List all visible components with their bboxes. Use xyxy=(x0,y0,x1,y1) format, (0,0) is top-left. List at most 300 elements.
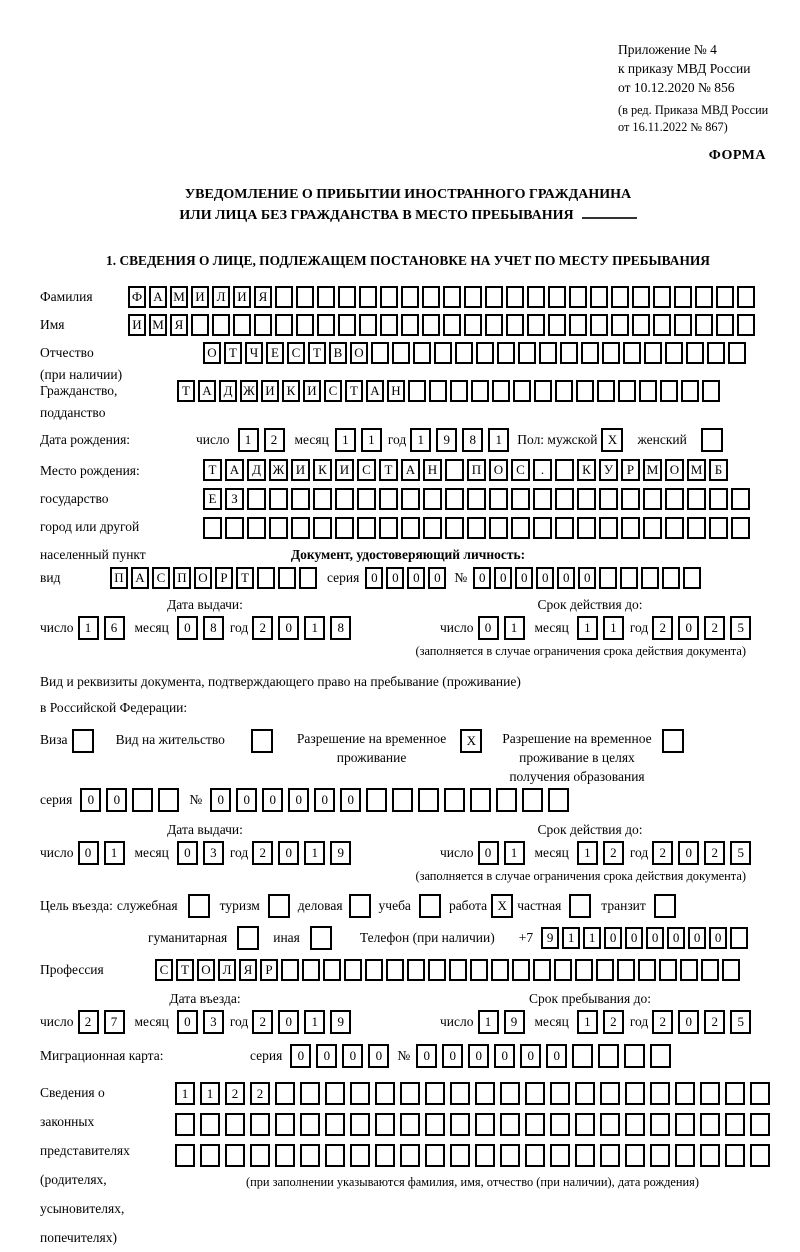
purpose-humanitarian-checkbox[interactable] xyxy=(237,926,259,950)
entry-day-boxes-cell-2[interactable]: 7 xyxy=(104,1010,125,1034)
citizenship-boxes-cell-4[interactable]: Ж xyxy=(240,380,258,402)
visa-checkbox[interactable] xyxy=(72,729,94,753)
birthplace-row1-boxes-cell-8[interactable]: С xyxy=(357,459,376,481)
birthplace-row3-boxes-cell-5[interactable] xyxy=(291,517,310,539)
phone-boxes-cell-5[interactable]: 0 xyxy=(625,927,643,949)
birthplace-row3-boxes-cell-10[interactable] xyxy=(401,517,420,539)
patronymic-boxes-cell-22[interactable] xyxy=(644,342,662,364)
patronymic-boxes-cell-16[interactable] xyxy=(518,342,536,364)
representatives-row1-boxes-cell-23[interactable] xyxy=(725,1082,745,1105)
given-name-boxes-cell-13[interactable] xyxy=(380,314,398,336)
stay-doc-number-boxes-cell-3[interactable]: 0 xyxy=(262,788,283,812)
doc-type-boxes[interactable] xyxy=(110,567,317,589)
stay-doc-series-boxes-cell-1[interactable]: 0 xyxy=(80,788,101,812)
stay-until-month-boxes-cell-2[interactable]: 2 xyxy=(603,1010,624,1034)
purpose-tourism-checkbox[interactable] xyxy=(268,894,290,918)
birthplace-row2-boxes-cell-18[interactable] xyxy=(577,488,596,510)
doc-series-boxes-cell-1[interactable]: 0 xyxy=(365,567,383,589)
migration-card-number-boxes-cell-9[interactable] xyxy=(624,1044,645,1068)
purpose-work-checkbox[interactable] xyxy=(491,894,513,918)
stay-until-year-boxes-cell-3[interactable]: 2 xyxy=(704,1010,725,1034)
doc-type-boxes-cell-8[interactable] xyxy=(257,567,275,589)
phone-boxes-cell-4[interactable]: 0 xyxy=(604,927,622,949)
stay-issue-day-boxes-cell-1[interactable]: 0 xyxy=(78,841,99,865)
representatives-row2-boxes-cell-19[interactable] xyxy=(625,1113,645,1136)
representatives-row1-boxes-cell-8[interactable] xyxy=(350,1082,370,1105)
given-name-boxes-cell-22[interactable] xyxy=(569,314,587,336)
birthplace-row3-boxes-cell-19[interactable] xyxy=(599,517,618,539)
patronymic-boxes-cell-8[interactable]: О xyxy=(350,342,368,364)
id-valid-day-boxes-cell-1[interactable]: 0 xyxy=(478,616,499,640)
entry-year-boxes-cell-3[interactable]: 1 xyxy=(304,1010,325,1034)
id-issue-year-boxes[interactable] xyxy=(252,616,351,640)
given-name-boxes-cell-20[interactable] xyxy=(527,314,545,336)
id-issue-year-boxes-cell-2[interactable]: 0 xyxy=(278,616,299,640)
profession-boxes[interactable] xyxy=(155,959,740,981)
birth-day-boxes[interactable] xyxy=(238,428,285,452)
birthplace-row1-boxes-cell-21[interactable]: М xyxy=(643,459,662,481)
profession-boxes-cell-11[interactable] xyxy=(365,959,383,981)
citizenship-boxes-cell-2[interactable]: А xyxy=(198,380,216,402)
entry-year-boxes-cell-2[interactable]: 0 xyxy=(278,1010,299,1034)
birthplace-row3-boxes-cell-9[interactable] xyxy=(379,517,398,539)
stay-valid-month-boxes-cell-2[interactable]: 2 xyxy=(603,841,624,865)
representatives-row2-boxes-cell-5[interactable] xyxy=(275,1113,295,1136)
surname-boxes-cell-23[interactable] xyxy=(590,286,608,308)
purpose-other-checkbox[interactable] xyxy=(310,926,332,950)
surname-boxes-cell-8[interactable] xyxy=(275,286,293,308)
representatives-row1-boxes-cell-21[interactable] xyxy=(675,1082,695,1105)
purpose-official-checkbox[interactable] xyxy=(188,894,210,918)
birth-year-boxes-cell-2[interactable]: 9 xyxy=(436,428,457,452)
sex-female-checkbox[interactable] xyxy=(701,428,723,452)
stay-doc-number-boxes-cell-11[interactable] xyxy=(470,788,491,812)
representatives-row2-boxes-cell-22[interactable] xyxy=(700,1113,720,1136)
doc-series-boxes-cell-2[interactable]: 0 xyxy=(386,567,404,589)
representatives-row3-boxes-cell-21[interactable] xyxy=(675,1144,695,1167)
surname-boxes-cell-11[interactable] xyxy=(338,286,356,308)
migration-card-number-boxes-cell-6[interactable]: 0 xyxy=(546,1044,567,1068)
stay-until-month-boxes[interactable] xyxy=(577,1010,624,1034)
citizenship-boxes-cell-23[interactable] xyxy=(639,380,657,402)
profession-boxes-cell-10[interactable] xyxy=(344,959,362,981)
profession-boxes-cell-2[interactable]: Т xyxy=(176,959,194,981)
citizenship-boxes-cell-16[interactable] xyxy=(492,380,510,402)
birthplace-row1-boxes-cell-17[interactable] xyxy=(555,459,574,481)
stay-valid-day-boxes-cell-1[interactable]: 0 xyxy=(478,841,499,865)
migration-card-number-boxes-cell-10[interactable] xyxy=(650,1044,671,1068)
representatives-row2-boxes-cell-15[interactable] xyxy=(525,1113,545,1136)
representatives-row3-boxes-cell-16[interactable] xyxy=(550,1144,570,1167)
representatives-row1-boxes-cell-24[interactable] xyxy=(750,1082,770,1105)
citizenship-boxes-cell-11[interactable]: Н xyxy=(387,380,405,402)
birthplace-row2-boxes-cell-22[interactable] xyxy=(665,488,684,510)
doc-number-boxes-cell-11[interactable] xyxy=(683,567,701,589)
representatives-row3-boxes-cell-8[interactable] xyxy=(350,1144,370,1167)
phone-boxes-cell-8[interactable]: 0 xyxy=(688,927,706,949)
birthplace-row2-boxes-cell-7[interactable] xyxy=(335,488,354,510)
birthplace-row1-boxes-cell-24[interactable]: Б xyxy=(709,459,728,481)
rvp-checkbox-cell-1[interactable]: X xyxy=(460,729,482,753)
birthplace-row2-boxes-cell-23[interactable] xyxy=(687,488,706,510)
birthplace-row3-boxes-cell-17[interactable] xyxy=(555,517,574,539)
entry-month-boxes-cell-2[interactable]: 3 xyxy=(203,1010,224,1034)
stay-valid-year-boxes-cell-4[interactable]: 5 xyxy=(730,841,751,865)
purpose-work-checkbox-cell-1[interactable]: X xyxy=(491,894,513,918)
id-issue-day-boxes-cell-1[interactable]: 1 xyxy=(78,616,99,640)
patronymic-boxes-cell-2[interactable]: Т xyxy=(224,342,242,364)
birthplace-row1-boxes-cell-18[interactable]: К xyxy=(577,459,596,481)
stay-doc-number-boxes-cell-4[interactable]: 0 xyxy=(288,788,309,812)
profession-boxes-cell-19[interactable] xyxy=(533,959,551,981)
phone-boxes-cell-1[interactable]: 9 xyxy=(541,927,559,949)
birthplace-row1-boxes-cell-9[interactable]: Т xyxy=(379,459,398,481)
surname-boxes-cell-30[interactable] xyxy=(737,286,755,308)
given-name-boxes-cell-12[interactable] xyxy=(359,314,377,336)
birthplace-row2-boxes-cell-5[interactable] xyxy=(291,488,310,510)
given-name-boxes-cell-18[interactable] xyxy=(485,314,503,336)
given-name-boxes-cell-28[interactable] xyxy=(695,314,713,336)
given-name-boxes-cell-30[interactable] xyxy=(737,314,755,336)
given-name-boxes-cell-29[interactable] xyxy=(716,314,734,336)
stay-doc-number-boxes-cell-6[interactable]: 0 xyxy=(340,788,361,812)
representatives-row3-boxes-cell-14[interactable] xyxy=(500,1144,520,1167)
patronymic-boxes-cell-25[interactable] xyxy=(707,342,725,364)
birthplace-row2-boxes-cell-25[interactable] xyxy=(731,488,750,510)
stay-valid-year-boxes[interactable] xyxy=(652,841,751,865)
migration-card-number-boxes-cell-5[interactable]: 0 xyxy=(520,1044,541,1068)
birth-year-boxes-cell-1[interactable]: 1 xyxy=(410,428,431,452)
stay-until-year-boxes[interactable] xyxy=(652,1010,751,1034)
stay-until-year-boxes-cell-1[interactable]: 2 xyxy=(652,1010,673,1034)
representatives-row2-boxes-cell-4[interactable] xyxy=(250,1113,270,1136)
surname-boxes-cell-26[interactable] xyxy=(653,286,671,308)
given-name-boxes-cell-1[interactable]: И xyxy=(128,314,146,336)
profession-boxes-cell-6[interactable]: Р xyxy=(260,959,278,981)
birth-day-boxes-cell-1[interactable]: 1 xyxy=(238,428,259,452)
stay-issue-year-boxes-cell-1[interactable]: 2 xyxy=(252,841,273,865)
purpose-other-checkbox-cell-1[interactable] xyxy=(310,926,332,950)
representatives-row1-boxes-cell-1[interactable]: 1 xyxy=(175,1082,195,1105)
profession-boxes-cell-4[interactable]: Л xyxy=(218,959,236,981)
birthplace-row1-boxes-cell-2[interactable]: А xyxy=(225,459,244,481)
representatives-row3-boxes-cell-1[interactable] xyxy=(175,1144,195,1167)
rvp-checkbox[interactable] xyxy=(460,729,482,753)
birthplace-row1-boxes-cell-16[interactable]: . xyxy=(533,459,552,481)
birthplace-row3-boxes-cell-2[interactable] xyxy=(225,517,244,539)
citizenship-boxes[interactable] xyxy=(177,380,720,402)
citizenship-boxes-cell-1[interactable]: Т xyxy=(177,380,195,402)
doc-type-boxes-cell-3[interactable]: С xyxy=(152,567,170,589)
stay-issue-year-boxes-cell-3[interactable]: 1 xyxy=(304,841,325,865)
phone-boxes[interactable] xyxy=(541,927,748,949)
patronymic-boxes-cell-5[interactable]: С xyxy=(287,342,305,364)
birthplace-row2-boxes-cell-14[interactable] xyxy=(489,488,508,510)
stay-issue-year-boxes-cell-2[interactable]: 0 xyxy=(278,841,299,865)
representatives-row3-boxes-cell-12[interactable] xyxy=(450,1144,470,1167)
surname-boxes-cell-14[interactable] xyxy=(401,286,419,308)
representatives-row1-boxes-cell-6[interactable] xyxy=(300,1082,320,1105)
birthplace-row1-boxes-cell-7[interactable]: И xyxy=(335,459,354,481)
stay-until-day-boxes-cell-1[interactable]: 1 xyxy=(478,1010,499,1034)
surname-boxes-cell-12[interactable] xyxy=(359,286,377,308)
given-name-boxes-cell-6[interactable] xyxy=(233,314,251,336)
entry-day-boxes-cell-1[interactable]: 2 xyxy=(78,1010,99,1034)
phone-boxes-cell-9[interactable]: 0 xyxy=(709,927,727,949)
profession-boxes-cell-17[interactable] xyxy=(491,959,509,981)
birthplace-row3-boxes-cell-12[interactable] xyxy=(445,517,464,539)
birthplace-row2-boxes-cell-16[interactable] xyxy=(533,488,552,510)
birthplace-row3-boxes-cell-8[interactable] xyxy=(357,517,376,539)
representatives-row3-boxes-cell-22[interactable] xyxy=(700,1144,720,1167)
patronymic-boxes-cell-20[interactable] xyxy=(602,342,620,364)
representatives-row1-boxes-cell-17[interactable] xyxy=(575,1082,595,1105)
surname-boxes-cell-24[interactable] xyxy=(611,286,629,308)
migration-card-series-boxes[interactable] xyxy=(290,1044,389,1068)
birthplace-row2-boxes-cell-24[interactable] xyxy=(709,488,728,510)
birth-month-boxes-cell-1[interactable]: 1 xyxy=(335,428,356,452)
representatives-row1-boxes-cell-9[interactable] xyxy=(375,1082,395,1105)
given-name-boxes-cell-2[interactable]: М xyxy=(149,314,167,336)
surname-boxes-cell-3[interactable]: М xyxy=(170,286,188,308)
stay-valid-year-boxes-cell-2[interactable]: 0 xyxy=(678,841,699,865)
doc-type-boxes-cell-6[interactable]: Р xyxy=(215,567,233,589)
birthplace-row2-boxes-cell-6[interactable] xyxy=(313,488,332,510)
purpose-private-checkbox-cell-1[interactable] xyxy=(569,894,591,918)
citizenship-boxes-cell-26[interactable] xyxy=(702,380,720,402)
given-name-boxes-cell-3[interactable]: Я xyxy=(170,314,188,336)
stay-issue-year-boxes-cell-4[interactable]: 9 xyxy=(330,841,351,865)
patronymic-boxes-cell-18[interactable] xyxy=(560,342,578,364)
representatives-row1-boxes[interactable] xyxy=(175,1082,770,1105)
purpose-tourism-checkbox-cell-1[interactable] xyxy=(268,894,290,918)
citizenship-boxes-cell-15[interactable] xyxy=(471,380,489,402)
migration-card-series-boxes-cell-4[interactable]: 0 xyxy=(368,1044,389,1068)
birthplace-row2-boxes-cell-3[interactable] xyxy=(247,488,266,510)
surname-boxes-cell-29[interactable] xyxy=(716,286,734,308)
id-valid-day-boxes[interactable] xyxy=(478,616,525,640)
surname-boxes-cell-22[interactable] xyxy=(569,286,587,308)
entry-month-boxes-cell-1[interactable]: 0 xyxy=(177,1010,198,1034)
id-valid-year-boxes-cell-2[interactable]: 0 xyxy=(678,616,699,640)
given-name-boxes-cell-7[interactable] xyxy=(254,314,272,336)
birthplace-row2-boxes-cell-13[interactable] xyxy=(467,488,486,510)
patronymic-boxes-cell-17[interactable] xyxy=(539,342,557,364)
migration-card-series-boxes-cell-3[interactable]: 0 xyxy=(342,1044,363,1068)
purpose-business-checkbox[interactable] xyxy=(349,894,371,918)
representatives-row3-boxes-cell-23[interactable] xyxy=(725,1144,745,1167)
entry-day-boxes[interactable] xyxy=(78,1010,125,1034)
birthplace-row2-boxes-cell-1[interactable]: Е xyxy=(203,488,222,510)
profession-boxes-cell-25[interactable] xyxy=(659,959,677,981)
stay-doc-number-boxes-cell-2[interactable]: 0 xyxy=(236,788,257,812)
patronymic-boxes-cell-13[interactable] xyxy=(455,342,473,364)
stay-until-month-boxes-cell-1[interactable]: 1 xyxy=(577,1010,598,1034)
stay-valid-day-boxes[interactable] xyxy=(478,841,525,865)
birthplace-row3-boxes[interactable] xyxy=(203,517,750,539)
doc-number-boxes[interactable] xyxy=(473,567,701,589)
profession-boxes-cell-3[interactable]: О xyxy=(197,959,215,981)
profession-boxes-cell-7[interactable] xyxy=(281,959,299,981)
doc-number-boxes-cell-7[interactable] xyxy=(599,567,617,589)
id-issue-year-boxes-cell-1[interactable]: 2 xyxy=(252,616,273,640)
purpose-business-checkbox-cell-1[interactable] xyxy=(349,894,371,918)
entry-year-boxes-cell-1[interactable]: 2 xyxy=(252,1010,273,1034)
representatives-row2-boxes-cell-13[interactable] xyxy=(475,1113,495,1136)
representatives-row3-boxes-cell-9[interactable] xyxy=(375,1144,395,1167)
birthplace-row2-boxes-cell-20[interactable] xyxy=(621,488,640,510)
profession-boxes-cell-22[interactable] xyxy=(596,959,614,981)
given-name-boxes-cell-16[interactable] xyxy=(443,314,461,336)
birth-day-boxes-cell-2[interactable]: 2 xyxy=(264,428,285,452)
surname-boxes[interactable] xyxy=(128,286,755,308)
stay-valid-month-boxes[interactable] xyxy=(577,841,624,865)
profession-boxes-cell-28[interactable] xyxy=(722,959,740,981)
citizenship-boxes-cell-18[interactable] xyxy=(534,380,552,402)
profession-boxes-cell-21[interactable] xyxy=(575,959,593,981)
stay-issue-month-boxes[interactable] xyxy=(177,841,224,865)
profession-boxes-cell-14[interactable] xyxy=(428,959,446,981)
migration-card-number-boxes-cell-8[interactable] xyxy=(598,1044,619,1068)
representatives-row2-boxes-cell-21[interactable] xyxy=(675,1113,695,1136)
entry-month-boxes[interactable] xyxy=(177,1010,224,1034)
given-name-boxes-cell-26[interactable] xyxy=(653,314,671,336)
id-valid-year-boxes-cell-1[interactable]: 2 xyxy=(652,616,673,640)
profession-boxes-cell-27[interactable] xyxy=(701,959,719,981)
representatives-row1-boxes-cell-3[interactable]: 2 xyxy=(225,1082,245,1105)
representatives-row3-boxes-cell-19[interactable] xyxy=(625,1144,645,1167)
birthplace-row1-boxes-cell-5[interactable]: И xyxy=(291,459,310,481)
birthplace-row1-boxes-cell-14[interactable]: О xyxy=(489,459,508,481)
given-name-boxes-cell-9[interactable] xyxy=(296,314,314,336)
doc-number-boxes-cell-9[interactable] xyxy=(641,567,659,589)
given-name-boxes-cell-14[interactable] xyxy=(401,314,419,336)
birthplace-row2-boxes-cell-4[interactable] xyxy=(269,488,288,510)
birthplace-row3-boxes-cell-7[interactable] xyxy=(335,517,354,539)
purpose-private-checkbox[interactable] xyxy=(569,894,591,918)
profession-boxes-cell-9[interactable] xyxy=(323,959,341,981)
birth-year-boxes-cell-4[interactable]: 1 xyxy=(488,428,509,452)
id-issue-day-boxes[interactable] xyxy=(78,616,125,640)
doc-type-boxes-cell-10[interactable] xyxy=(299,567,317,589)
representatives-row2-boxes-cell-2[interactable] xyxy=(200,1113,220,1136)
representatives-row2-boxes-cell-11[interactable] xyxy=(425,1113,445,1136)
surname-boxes-cell-25[interactable] xyxy=(632,286,650,308)
patronymic-boxes-cell-19[interactable] xyxy=(581,342,599,364)
representatives-row3-boxes-cell-4[interactable] xyxy=(250,1144,270,1167)
birth-month-boxes[interactable] xyxy=(335,428,382,452)
representatives-row1-boxes-cell-11[interactable] xyxy=(425,1082,445,1105)
given-name-boxes[interactable] xyxy=(128,314,755,336)
birthplace-row1-boxes-cell-22[interactable]: О xyxy=(665,459,684,481)
birthplace-row3-boxes-cell-6[interactable] xyxy=(313,517,332,539)
representatives-row1-boxes-cell-15[interactable] xyxy=(525,1082,545,1105)
doc-number-boxes-cell-2[interactable]: 0 xyxy=(494,567,512,589)
patronymic-boxes-cell-15[interactable] xyxy=(497,342,515,364)
representatives-row2-boxes-cell-14[interactable] xyxy=(500,1113,520,1136)
purpose-transit-checkbox[interactable] xyxy=(654,894,676,918)
doc-type-boxes-cell-4[interactable]: П xyxy=(173,567,191,589)
surname-boxes-cell-6[interactable]: И xyxy=(233,286,251,308)
profession-boxes-cell-16[interactable] xyxy=(470,959,488,981)
birthplace-row2-boxes-cell-2[interactable]: З xyxy=(225,488,244,510)
birthplace-row3-boxes-cell-23[interactable] xyxy=(687,517,706,539)
birthplace-row2-boxes-cell-17[interactable] xyxy=(555,488,574,510)
doc-series-boxes-cell-4[interactable]: 0 xyxy=(428,567,446,589)
migration-card-number-boxes-cell-2[interactable]: 0 xyxy=(442,1044,463,1068)
representatives-row1-boxes-cell-13[interactable] xyxy=(475,1082,495,1105)
birthplace-row3-boxes-cell-20[interactable] xyxy=(621,517,640,539)
representatives-row1-boxes-cell-7[interactable] xyxy=(325,1082,345,1105)
representatives-row3-boxes-cell-10[interactable] xyxy=(400,1144,420,1167)
surname-boxes-cell-17[interactable] xyxy=(464,286,482,308)
patronymic-boxes-cell-14[interactable] xyxy=(476,342,494,364)
patronymic-boxes-cell-3[interactable]: Ч xyxy=(245,342,263,364)
patronymic-boxes-cell-4[interactable]: Е xyxy=(266,342,284,364)
profession-boxes-cell-18[interactable] xyxy=(512,959,530,981)
citizenship-boxes-cell-6[interactable]: К xyxy=(282,380,300,402)
representatives-row3-boxes-cell-20[interactable] xyxy=(650,1144,670,1167)
representatives-row3-boxes-cell-11[interactable] xyxy=(425,1144,445,1167)
representatives-row2-boxes-cell-9[interactable] xyxy=(375,1113,395,1136)
stay-doc-number-boxes[interactable] xyxy=(210,788,569,812)
birthplace-row2-boxes-cell-21[interactable] xyxy=(643,488,662,510)
citizenship-boxes-cell-22[interactable] xyxy=(618,380,636,402)
representatives-row3-boxes-cell-24[interactable] xyxy=(750,1144,770,1167)
rvp-edu-checkbox[interactable] xyxy=(662,729,684,753)
birthplace-row3-boxes-cell-3[interactable] xyxy=(247,517,266,539)
migration-card-series-boxes-cell-1[interactable]: 0 xyxy=(290,1044,311,1068)
stay-issue-month-boxes-cell-1[interactable]: 0 xyxy=(177,841,198,865)
stay-valid-year-boxes-cell-1[interactable]: 2 xyxy=(652,841,673,865)
stay-doc-number-boxes-cell-9[interactable] xyxy=(418,788,439,812)
doc-number-boxes-cell-3[interactable]: 0 xyxy=(515,567,533,589)
doc-type-boxes-cell-2[interactable]: А xyxy=(131,567,149,589)
id-valid-year-boxes-cell-3[interactable]: 2 xyxy=(704,616,725,640)
birth-year-boxes[interactable] xyxy=(410,428,509,452)
representatives-row2-boxes-cell-23[interactable] xyxy=(725,1113,745,1136)
doc-number-boxes-cell-8[interactable] xyxy=(620,567,638,589)
birthplace-row3-boxes-cell-11[interactable] xyxy=(423,517,442,539)
profession-boxes-cell-26[interactable] xyxy=(680,959,698,981)
id-issue-day-boxes-cell-2[interactable]: 6 xyxy=(104,616,125,640)
citizenship-boxes-cell-10[interactable]: А xyxy=(366,380,384,402)
entry-year-boxes[interactable] xyxy=(252,1010,351,1034)
given-name-boxes-cell-11[interactable] xyxy=(338,314,356,336)
doc-type-boxes-cell-7[interactable]: Т xyxy=(236,567,254,589)
representatives-row2-boxes-cell-1[interactable] xyxy=(175,1113,195,1136)
given-name-boxes-cell-23[interactable] xyxy=(590,314,608,336)
representatives-row3-boxes[interactable] xyxy=(175,1144,770,1167)
stay-valid-month-boxes-cell-1[interactable]: 1 xyxy=(577,841,598,865)
representatives-row2-boxes-cell-3[interactable] xyxy=(225,1113,245,1136)
sex-male-checkbox[interactable] xyxy=(601,428,623,452)
stay-valid-year-boxes-cell-3[interactable]: 2 xyxy=(704,841,725,865)
birth-month-boxes-cell-2[interactable]: 1 xyxy=(361,428,382,452)
birthplace-row2-boxes-cell-19[interactable] xyxy=(599,488,618,510)
given-name-boxes-cell-10[interactable] xyxy=(317,314,335,336)
birthplace-row2-boxes-cell-11[interactable] xyxy=(423,488,442,510)
given-name-boxes-cell-19[interactable] xyxy=(506,314,524,336)
citizenship-boxes-cell-25[interactable] xyxy=(681,380,699,402)
stay-doc-number-boxes-cell-8[interactable] xyxy=(392,788,413,812)
doc-series-boxes-cell-3[interactable]: 0 xyxy=(407,567,425,589)
given-name-boxes-cell-15[interactable] xyxy=(422,314,440,336)
phone-boxes-cell-3[interactable]: 1 xyxy=(583,927,601,949)
id-issue-year-boxes-cell-3[interactable]: 1 xyxy=(304,616,325,640)
stay-until-day-boxes-cell-2[interactable]: 9 xyxy=(504,1010,525,1034)
citizenship-boxes-cell-14[interactable] xyxy=(450,380,468,402)
